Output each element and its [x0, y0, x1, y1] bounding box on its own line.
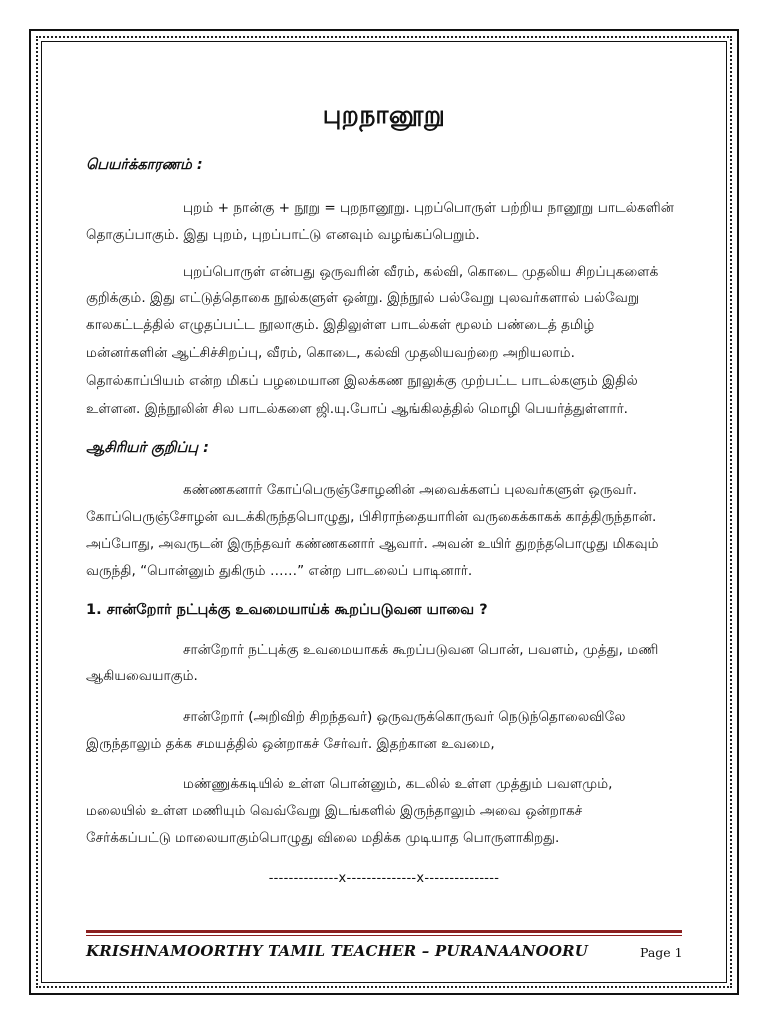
paragraph-line: உள்ளன. இந்நூலின் சில பாடல்களை ஜி.யு.போப் ஆங்கிலத்தில் மொழி பெயர்த்துள்ளார். — [86, 401, 628, 417]
paragraph-line: காலகட்டத்தில் எழுதப்பட்ட நூலாகும். இதிலுள்ள பாடல்கள் மூலம் பண்டைத் தமிழ் — [86, 317, 595, 333]
question-heading-1: 1. சான்றோர் நட்புக்கு உவமையாய்க் கூறப்படுவன யாவை ? — [86, 602, 488, 618]
paragraph-line: மலையில் உள்ள மணியும் வெவ்வேறு இடங்களில் இருந்தாலும் அவை ஒன்றாகச் — [86, 803, 583, 819]
paragraph-line: மன்னர்களின் ஆட்சிச்சிறப்பு, வீரம், கொடை, கல்வி முதலியவற்றை அறியலாம். — [86, 345, 575, 361]
paragraph-line: புறப்பொருள் என்பது ஒருவரின் வீரம், கல்வி, கொடை முதலிய சிறப்புகளைக் — [183, 264, 659, 280]
paragraph-line: தொல்காப்பியம் என்ற மிகப் பழமையான இலக்கண நூலுக்கு முற்பட்ட பாடல்களும் இதில் — [86, 373, 638, 389]
paragraph-line: சேர்க்கப்பட்டு மாலையாகும்பொழுது விலை மதிக்க முடியாத பொருளாகிறது. — [86, 830, 560, 846]
paragraph-line: ஆகியவையாகும். — [86, 668, 198, 684]
footer-rule-thin — [86, 935, 682, 936]
paragraph-line: கோப்பெருஞ்சோழன் வடக்கிருந்தபொழுது, பிசிராந்தையாரின் வருகைக்காகக் காத்திருந்தான். — [86, 509, 657, 525]
section-divider: --------------x--------------x--------------- — [268, 871, 500, 886]
footer-rule-thick — [86, 930, 682, 933]
page-number: Page 1 — [640, 945, 683, 960]
page-title: புறநானூறு — [322, 100, 446, 129]
paragraph-line: கண்ணகனார் கோப்பெருஞ்சோழனின் அவைக்களப் புலவர்களுள் ஒருவர். — [183, 482, 637, 498]
paragraph-line: அப்போது, அவருடன் இருந்தவர் கண்ணகனார் ஆவார். அவன் உயிர் துறந்தபொழுது மிகவும் — [86, 536, 659, 552]
paragraph-line: இருந்தாலும் தக்க சமயத்தில் ஒன்றாகச் சேர்வர். இதற்கான உவமை, — [86, 736, 495, 752]
section-heading-author-note: ஆசிரியர் குறிப்பு : — [86, 440, 209, 456]
paragraph-line: தொகுப்பாகும். இது புறம், புறப்பாட்டு எனவும் வழங்கப்பெறும். — [86, 227, 480, 243]
footer-author-title: KRISHNAMOORTHY TAMIL TEACHER – PURANAANOORU — [86, 942, 589, 960]
paragraph-line: புறம் + நான்கு + நூறு = புறநானூறு. புறப்பொருள் பற்றிய நானூறு பாடல்களின் — [183, 200, 674, 216]
paragraph-line: மண்ணுக்கடியில் உள்ள பொன்னும், கடலில் உள்ள முத்தும் பவளமும், — [183, 776, 613, 792]
paragraph-line: குறிக்கும். இது எட்டுத்தொகை நூல்களுள் ஒன்று. இந்நூல் பல்வேறு புலவர்களால் பல்வேறு — [86, 290, 640, 306]
paragraph-line: வருந்தி, “பொன்னும் துகிரும் ……” என்ற பாடலைப் பாடினார். — [86, 563, 473, 579]
paragraph-line: சான்றோர் (அறிவிற் சிறந்தவர்) ஒருவருக்கொருவர் நெடுந்தொலைவிலே — [183, 709, 626, 725]
section-heading-name-reason: பெயர்க்காரணம் : — [86, 157, 203, 173]
paragraph-line: சான்றோர் நட்புக்கு உவமையாகக் கூறப்படுவன பொன், பவளம், முத்து, மணி — [183, 642, 659, 658]
